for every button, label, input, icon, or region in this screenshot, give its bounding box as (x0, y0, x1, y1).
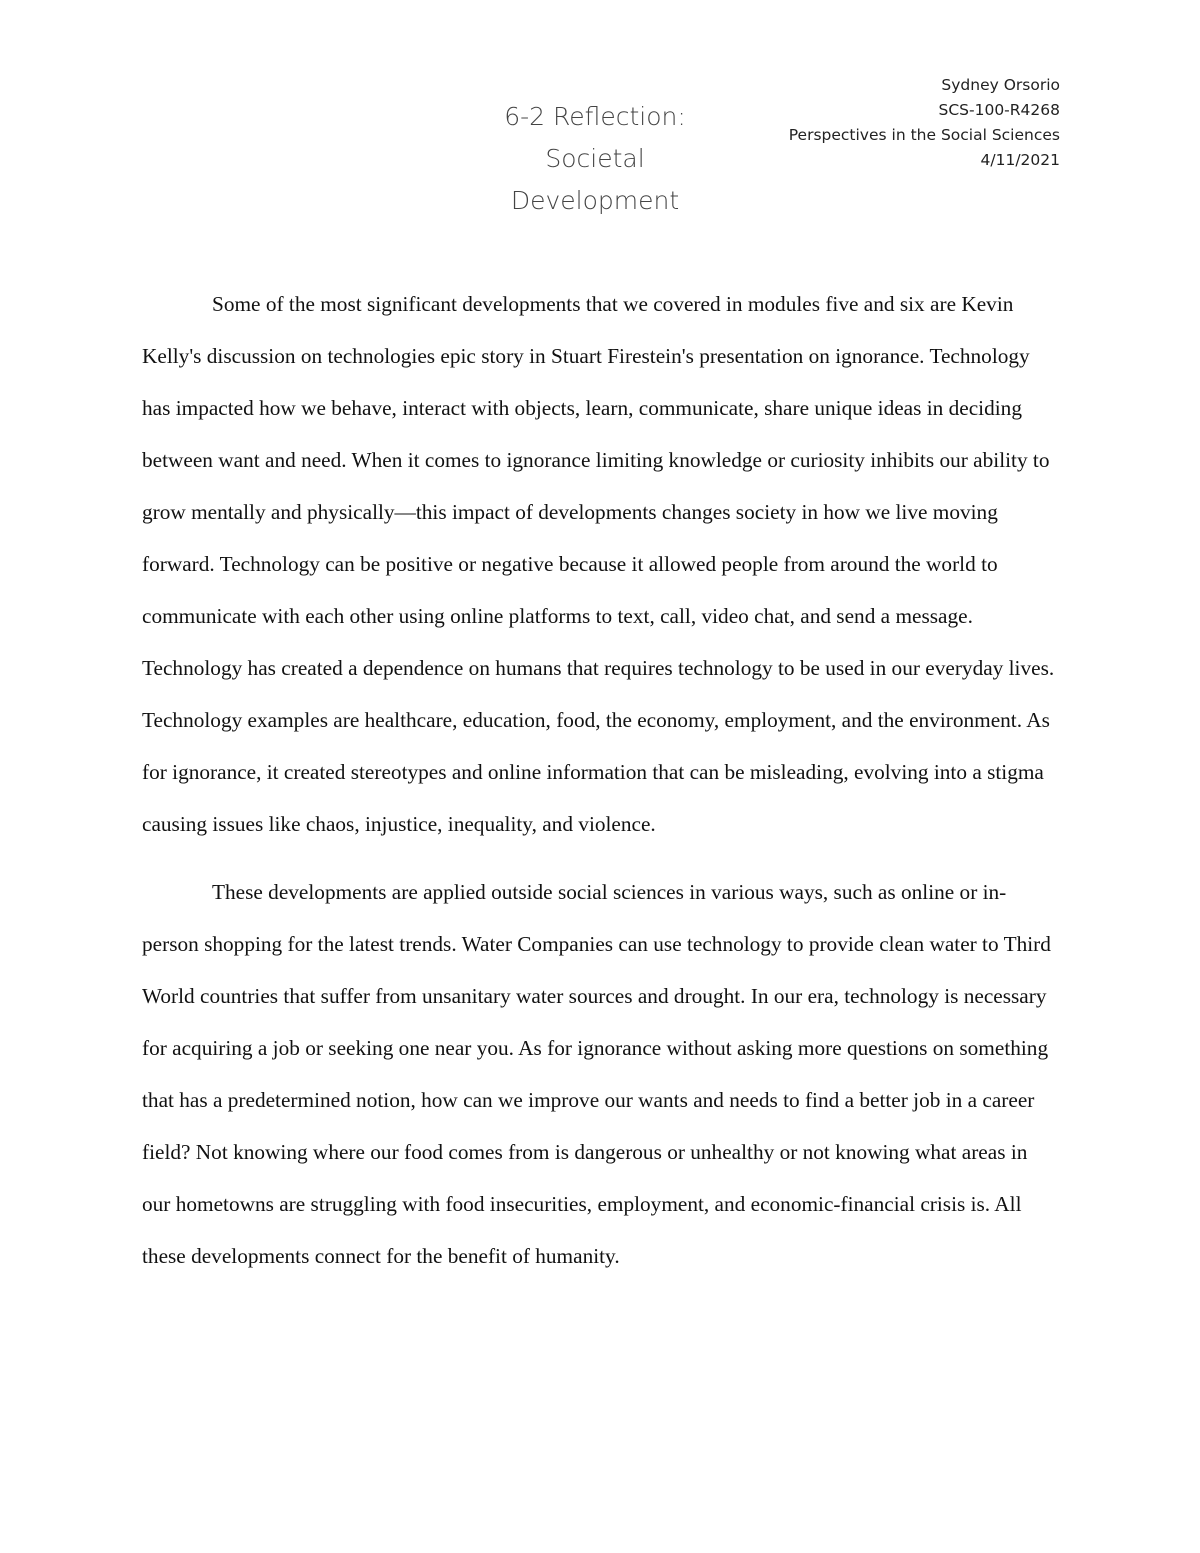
paragraph: These developments are applied outside social sciences in various ways, such as online or in-person shopping for the latest trends. Water Companies can use technology to provide clean water to Third World countries that suffer from unsanitary water sources and drought. In our era, technology is necessary for acquiring a job or seeking one near you. As for ignorance without asking more questions on something that has a predetermined notion, how can we improve our wants and needs to find a better job in a career field? Not knowing where our food comes from is dangerous or unhealthy or not knowing what areas in our hometowns are struggling with food insecurities, employment, and economic-financial crisis is. All these developments connect for the benefit of humanity. (142, 880, 1051, 1268)
course-name: Perspectives in the Social Sciences (788, 126, 1060, 144)
paragraph: Some of the most significant developments that we covered in modules five and six are Kevin Kelly's discussion on technologies epic story in Stuart Firestein's presentation on ignorance. Technology has impacted how we behave, interact with objects, learn, communicate, share unique ideas in deciding between want and need. When it comes to ignorance limiting knowledge or curiosity inhibits our ability to grow mentally and physically—this impact of developments changes society in how we live moving forward. Technology can be positive or negative because it allowed people from around the world to communicate with each other using online platforms to text, call, video chat, and send a message. Technology has created a dependence on humans that requires technology to be used in our everyday lives. Technology examples are healthcare, education, food, the economy, employment, and the environment. As for ignorance, it created stereotypes and online information that can be misleading, evolving into a stigma causing issues like chaos, injustice, inequality, and violence. (142, 292, 1055, 836)
header-info (789, 73, 1060, 173)
course-code: SCS-100-R4268 (938, 101, 1060, 119)
title-line-1: 6-2 Reflection: (504, 102, 686, 131)
document-body (142, 278, 1060, 1282)
document-date: 4/11/2021 (980, 151, 1060, 169)
document-title (490, 96, 700, 222)
author-name: Sydney Orsorio (941, 76, 1060, 94)
title-line-2: Societal (545, 144, 645, 173)
title-line-3: Development (510, 186, 680, 215)
